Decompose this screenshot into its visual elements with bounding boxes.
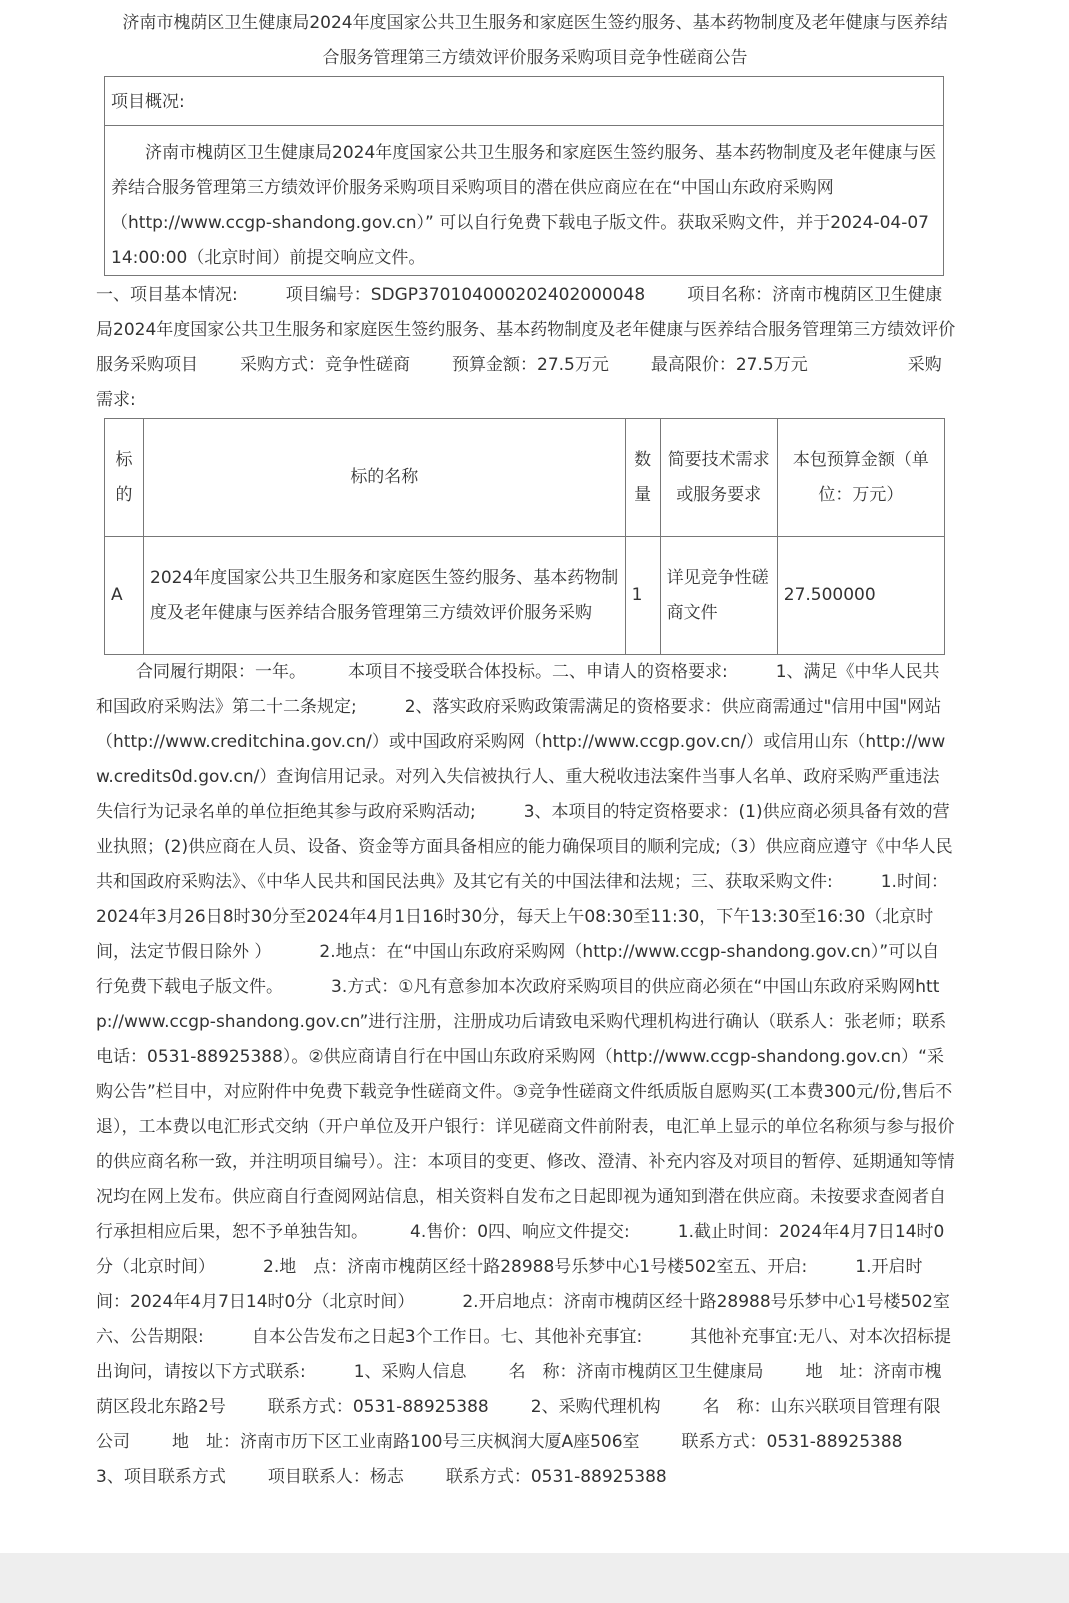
overview-body: 济南市槐荫区卫生健康局2024年度国家公共卫生服务和家庭医生签约服务、基本药物制度及老年健康与医养结合服务管理第三方绩效评价服务采购项目采购项目的潜在供应商应在在“中国山东政府采购网（http://www.ccgp-shandong.gov.cn）” 可以自行免费下载电子版文件。获取采购文件，并于2024-04-07 14:00:00（北京时间）前提交响应文件。 bbox=[111, 143, 937, 268]
project-name: 项目名称：济南市槐荫区卫生健康局2024年度国家公共卫生服务和家庭医生签约服务、基本药物制度及老年健康与医养结合服务管理第三方绩效评价服务采购项目 bbox=[96, 285, 956, 375]
budget-amount: 预算金额：27.5万元 bbox=[452, 355, 609, 375]
procurement-method: 采购方式：竞争性磋商 bbox=[240, 355, 410, 375]
announcement-period: 自本公告发布之日起3个工作日。七、其他补充事宜: bbox=[251, 1327, 643, 1347]
header-item-name: 标的名称 bbox=[144, 419, 626, 537]
purchaser-address: 地 址：济南市槐荫区段北东路2号 bbox=[96, 1362, 942, 1417]
cell-quantity: 1 bbox=[625, 537, 660, 655]
agency-contact: 联系方式：0531-88925388 bbox=[681, 1432, 903, 1452]
max-price: 最高限价：27.5万元 bbox=[650, 355, 808, 375]
qualification-3: 3、本项目的特定资格要求：(1)供应商必须具备有效的营业执照；(2)供应商在人员、设备、资金等方面具备相应的能力确保项目的顺利完成;（3）供应商应遵守《中华人民共和国政府采购法》、《中华人民共和国民法典》及其它有关的中国法律和法规；三、获取采购文件: bbox=[96, 802, 953, 892]
agency-name: 名 称：山东兴联项目管理有限公司 bbox=[96, 1397, 941, 1452]
header-package-budget: 本包预算金额（单位：万元） bbox=[777, 419, 944, 537]
purchaser-name: 名 称：济南市槐荫区卫生健康局 bbox=[508, 1362, 764, 1382]
acquisition-method: 3.方式：①凡有意参加本次政府采购项目的供应商必须在“中国山东政府采购网http://www.ccgp-shandong.gov.cn”进行注册，注册成功后请致电采购代理机构进行确认（联系人：张老师；联系电话：0531-88925388）。②供应商请自行在中国山东政府采购网（http://www.ccgp-shandong.gov.cn）“采购公告”栏目中，对应附件中免费下载竞争性磋商文件。③竞争性磋商文件纸质版自愿购买(工本费300元/份,售后不退），工本费以电汇形式交纳（开户单位及开户银行：详见磋商文件前附表，电汇单上显示的单位名称须与参与报价的供应商名称一致，并注明项目编号）。注：本项目的变更、修改、澄清、补充内容及对项目的暂停、延期通知等情况均在网上发布。供应商自行查阅网站信息，相关资料自发布之日起即视为通知到潜在供应商。未按要求查阅者自行承担相应后果，恕不予单独告知。 bbox=[96, 977, 955, 1242]
acquisition-location: 2.地点：在“中国山东政府采购网（http://www.ccgp-shandong.gov.cn）”可以自行免费下载电子版文件。 bbox=[96, 942, 940, 997]
project-overview-box bbox=[104, 76, 944, 276]
purchaser-info-label: 1、采购人信息 bbox=[353, 1362, 467, 1382]
cell-item: A bbox=[105, 537, 144, 655]
qualification-2: 2、落实政府采购政策需满足的资格要求：供应商需通过"信用中国"网站（http://www.creditchina.gov.cn/）或中国政府采购网（http://www.ccgp.gov.cn/）或信用山东（http://www.credits0d.gov.cn/）查询信用记录。对列入失信被执行人、重大税收违法案件当事人名单、政府采购严重违法失信行为记录名单的单位拒绝其参与政府采购活动; bbox=[96, 697, 946, 822]
page-title bbox=[95, 6, 975, 76]
overview-heading: 项目概况: bbox=[105, 77, 943, 126]
title-line-1: 济南市槐荫区卫生健康局2024年度国家公共卫生服务和家庭医生签约服务、基本药物制度及老年健康与医养结 bbox=[122, 13, 948, 33]
header-tech-requirements: 简要技术需求或服务要求 bbox=[660, 419, 777, 537]
cell-tech-requirements: 详见竞争性磋商文件 bbox=[660, 537, 777, 655]
header-item: 标的 bbox=[105, 419, 144, 537]
consortium-note: 本项目不接受联合体投标。二、申请人的资格要求: bbox=[348, 662, 728, 682]
submission-deadline: 1.截止时间：2024年4月7日14时0分（北京时间） bbox=[96, 1222, 945, 1277]
main-text bbox=[96, 655, 956, 1495]
project-contact-person: 项目联系人：杨志 bbox=[267, 1467, 404, 1487]
opening-location: 2.开启地点：济南市槐荫区经十路28988号乐梦中心1号楼502室六、公告期限: bbox=[96, 1292, 950, 1347]
procurement-requirement-label: 采购需求: bbox=[96, 355, 942, 410]
agency-label: 2、采购代理机构 bbox=[530, 1397, 661, 1417]
qualification-1: 1、满足《中华人民共和国政府采购法》第二十二条规定; bbox=[96, 662, 940, 717]
purchaser-contact: 联系方式：0531-88925388 bbox=[267, 1397, 489, 1417]
basic-info-label: 一、项目基本情况: bbox=[96, 285, 238, 305]
header-quantity: 数量 bbox=[625, 419, 660, 537]
agency-address: 地 址：济南市历下区工业南路100号三庆枫润大厦A座506室 bbox=[172, 1432, 640, 1452]
table-header-row bbox=[105, 419, 945, 537]
project-number: 项目编号：SDGP370104000202402000048 bbox=[285, 285, 646, 305]
table-row bbox=[105, 537, 945, 655]
acquisition-time: 1.时间：2024年3月26日8时30分至2024年4月1日16时30分，每天上午08:30至11:30，下午13:30至16:30（北京时间，法定节假日除外 ） bbox=[96, 872, 948, 962]
page-bottom-bar bbox=[0, 1553, 1069, 1603]
title-line-2: 合服务管理第三方绩效评价服务采购项目竞争性磋商公告 bbox=[322, 48, 748, 68]
sale-price: 4.售价：0四、响应文件提交: bbox=[410, 1222, 630, 1242]
contract-period: 合同履行期限：一年。 bbox=[136, 662, 306, 682]
submission-location: 2.地 点：济南市槐荫区经十路28988号乐梦中心1号楼502室五、开启: bbox=[263, 1257, 808, 1277]
basic-info-section bbox=[96, 278, 956, 418]
project-contact-phone: 联系方式：0531-88925388 bbox=[445, 1467, 667, 1487]
project-contact-label: 3、项目联系方式 bbox=[96, 1467, 226, 1487]
cell-package-budget: 27.500000 bbox=[777, 537, 944, 655]
requirements-table bbox=[104, 418, 945, 655]
cell-item-name: 2024年度国家公共卫生服务和家庭医生签约服务、基本药物制度及老年健康与医养结合服务管理第三方绩效评价服务采购 bbox=[144, 537, 626, 655]
other-matters: 其他补充事宜:无八、对本次招标提出询问，请按以下方式联系: bbox=[96, 1327, 952, 1382]
opening-time: 1.开启时间：2024年4月7日14时0分（北京时间） bbox=[96, 1257, 923, 1312]
